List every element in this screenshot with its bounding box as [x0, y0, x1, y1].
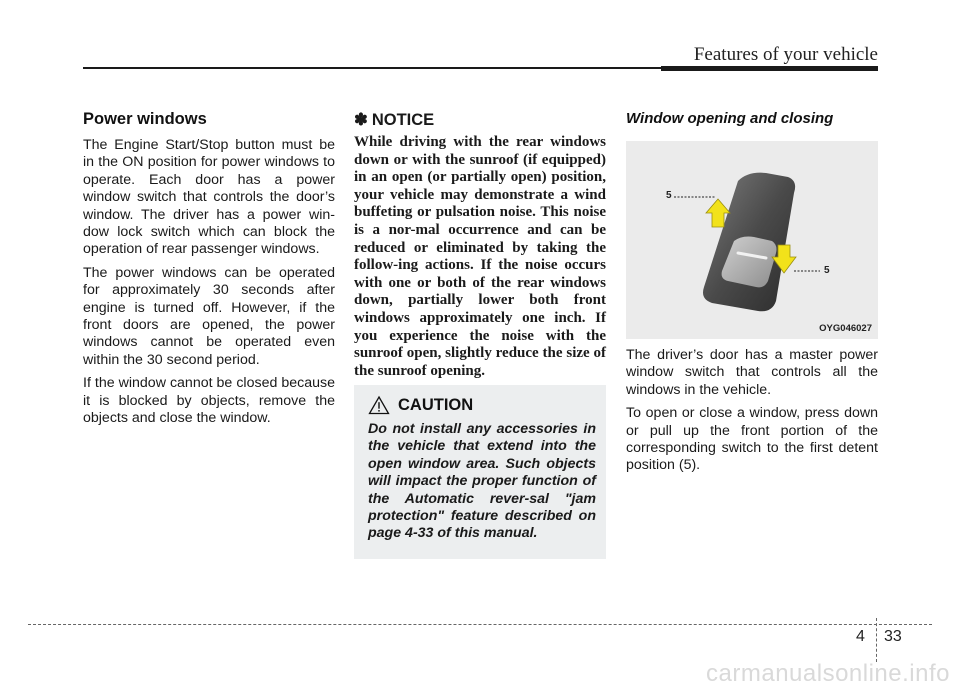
- notice-title: NOTICE: [371, 110, 435, 129]
- page-number: 33: [884, 628, 902, 645]
- window-paragraph-1: The driver’s door has a master power window switch that controls all the windows in the vehicle.: [626, 347, 878, 398]
- notice-symbol-icon: ✽: [354, 111, 368, 129]
- caution-header: [368, 395, 596, 415]
- power-windows-section: [83, 110, 335, 434]
- callout-label-bottom: 5: [824, 265, 830, 276]
- window-section-title: Window opening and closing: [626, 110, 834, 127]
- window-switch-figure: [626, 141, 878, 339]
- header-title: Features of your vehicle: [693, 44, 878, 65]
- window-paragraph-2: To open or close a window, press down or pull up the front portion of the corresponding switch to the first detent position (5).: [626, 405, 878, 474]
- notice-body: While driving with the rear windows down or with the sunroof (if equipped) in an open (or partially open) position, your vehicle may demonstrate a wind buffeting or pulsation noise. This noise is a nor-mal occurrence and can be reduced or eliminated by taking the follow-ing actions. If the noise occurs with one or both of the rear windows down, partially lower both front windows approximately one inch. If you experience the noise with the sunroof open, slightly reduce the size of the sunroof opening.: [354, 134, 606, 379]
- callout-label-top: 5: [666, 190, 672, 201]
- footer-rule: [28, 624, 932, 625]
- power-windows-paragraph-1: The Engine Start/Stop button must be in the ON position for power windows to operate. Each door has a power window switch that controls the door’s window. The driver has a power win-dow lock switch which can block the operation of rear passenger windows.: [83, 137, 335, 258]
- power-windows-paragraph-3: If the window cannot be closed because it is blocked by objects, remove the objects and close the window.: [83, 375, 335, 427]
- notice-heading: [354, 110, 606, 130]
- window-section: [626, 110, 878, 481]
- window-switch-illustration: [626, 141, 878, 339]
- header-rule: [83, 67, 661, 69]
- caution-body: Do not install any accessories in the vehicle that extend into the open window area. Such objects will impact the proper function of the Automatic rever-sal "jam protection" feature described on page 4-33 of this manual.: [368, 421, 596, 542]
- caution-box: [354, 385, 606, 559]
- power-windows-title: Power windows: [83, 110, 207, 128]
- notice-section: [354, 110, 606, 380]
- power-windows-paragraph-2: The power windows can be operated for approximately 30 seconds after engine is turned off. However, if the front doors are opened, the power windows cannot be operated even within the 30 second period.: [83, 264, 335, 368]
- header-rule-accent: [661, 66, 878, 71]
- page-number-divider: [876, 618, 877, 662]
- figure-code: OYG046027: [819, 323, 872, 334]
- chapter-number: 4: [856, 628, 865, 645]
- warning-triangle-icon: [368, 395, 390, 415]
- watermark: carmanualsonline.info: [706, 660, 950, 687]
- caution-title: CAUTION: [398, 395, 474, 414]
